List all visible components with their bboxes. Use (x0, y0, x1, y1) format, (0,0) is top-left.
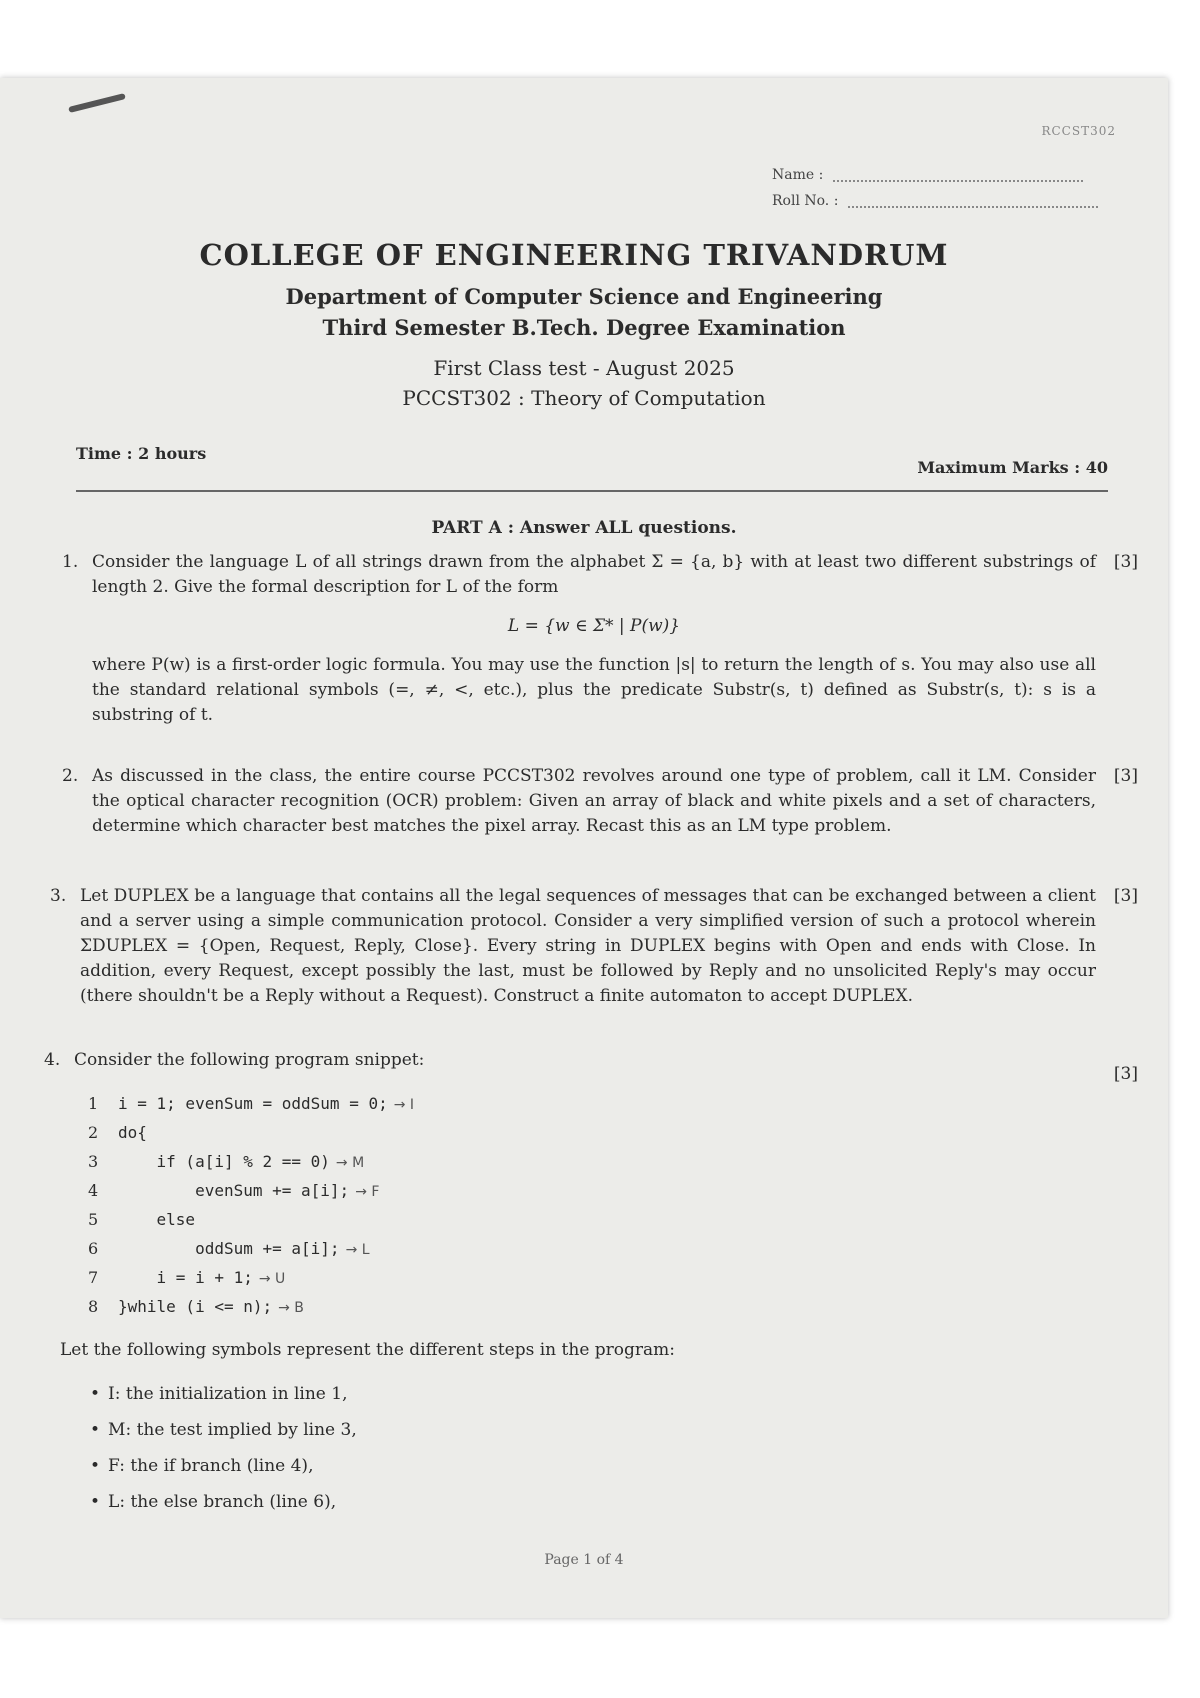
roll-label: Roll No. : (772, 193, 839, 209)
symbols-intro: Let the following symbols represent the different steps in the program: (60, 1340, 676, 1360)
question-text-continued: where P(w) is a first-order logic formula. You may use the function |s| to return the length of s. You may also use all the standard relational symbols (=, ≠, <, etc.), plus the predicate Substr(s, t) defined as Substr(s, t): s is a substring of t. (92, 655, 1096, 725)
question-3 (50, 884, 1138, 1009)
exam-paper (0, 78, 1168, 1618)
code-line: 8 }while (i <= n); → B (88, 1297, 304, 1316)
name-label: Name : (772, 167, 824, 183)
code-line: 5 else (88, 1210, 196, 1229)
question-marks: [3] (1113, 552, 1138, 572)
part-a-heading: PART A : Answer ALL questions. (431, 518, 737, 538)
symbol-item: • L: the else branch (line 6), (90, 1492, 336, 1512)
department-title: Department of Computer Science and Engineering (285, 284, 883, 309)
test-title: First Class test - August 2025 (433, 356, 735, 380)
question-marks: [3] (1113, 886, 1138, 906)
page-footer: Page 1 of 4 (544, 1552, 624, 1568)
code-line: 3 if (a[i] % 2 == 0) → M (88, 1152, 365, 1171)
exam-header (0, 238, 1168, 410)
question-number: 3. (50, 886, 67, 906)
code-snippet (88, 1090, 414, 1322)
question-text: As discussed in the class, the entire course PCCST302 revolves around one type of problem, call it LM. Consider the optical character recognition (OCR) problem: Given an array of black and white pixels and a set of characters, determine which character best matches the pixel array. Recast this as an LM type problem. (92, 766, 1096, 836)
paper-mark (68, 93, 126, 113)
divider (76, 490, 1108, 492)
question-number: 4. (44, 1050, 61, 1070)
symbol-item: • F: the if branch (line 4), (90, 1456, 313, 1476)
question-text: Consider the language L of all strings drawn from the alphabet Σ = {a, b} with at least two different substrings of length 2. Give the formal description for L of the form (92, 552, 1096, 597)
doc-code: RCCST302 (1041, 124, 1116, 138)
course-title: PCCST302 : Theory of Computation (402, 386, 766, 410)
symbol-item: • M: the test implied by line 3, (90, 1420, 357, 1440)
handwritten-note: → B (278, 1300, 304, 1316)
question-marks: [3] (1113, 766, 1138, 786)
question-number: 1. (62, 552, 79, 572)
question-2 (62, 764, 1138, 839)
question-text: Consider the following program snippet: (74, 1050, 425, 1070)
symbol-item: • I: the initialization in line 1, (90, 1384, 347, 1404)
handwritten-note: → F (355, 1184, 380, 1200)
code-line: 2 do{ (88, 1123, 147, 1142)
question-number: 2. (62, 766, 79, 786)
code-line: 1 i = 1; evenSum = oddSum = 0; → I (88, 1094, 415, 1113)
question-text: Let DUPLEX be a language that contains all the legal sequences of messages that can be exchanged between a client and a server using a simple communication protocol. Consider a very simplified version of such a protocol wherein ΣDUPLEX = {Open, Request, Reply, Close}. Every string in DUPLEX begins with Open and ends with Close. In addition, every Request, except possibly the last, must be followed by Reply and no unsolicited Reply's may occur (there shouldn't be a Reply without a Request). Construct a finite automaton to accept DUPLEX. (80, 886, 1096, 1006)
question-4 (44, 1048, 1138, 1084)
name-blank (833, 162, 1083, 182)
question-marks: [3] (1113, 1064, 1138, 1084)
handwritten-note: → M (335, 1155, 365, 1171)
max-marks-label: Maximum Marks : 40 (917, 458, 1108, 477)
name-rollno-box (772, 162, 1098, 214)
handwritten-note: → I (393, 1097, 415, 1113)
code-line: 7 i = i + 1; → U (88, 1268, 286, 1287)
time-label: Time : 2 hours (76, 444, 207, 463)
college-title: COLLEGE OF ENGINEERING TRIVANDRUM (199, 238, 949, 272)
exam-title: Third Semester B.Tech. Degree Examination (322, 315, 846, 340)
code-line: 4 evenSum += a[i]; → F (88, 1181, 380, 1200)
question-1 (62, 550, 1138, 728)
roll-blank (848, 188, 1098, 208)
handwritten-note: → L (345, 1242, 370, 1258)
question-formula: L = {w ∈ Σ* | P(w)} (507, 616, 681, 636)
handwritten-note: → U (258, 1271, 286, 1287)
code-line: 6 oddSum += a[i]; → L (88, 1239, 370, 1258)
